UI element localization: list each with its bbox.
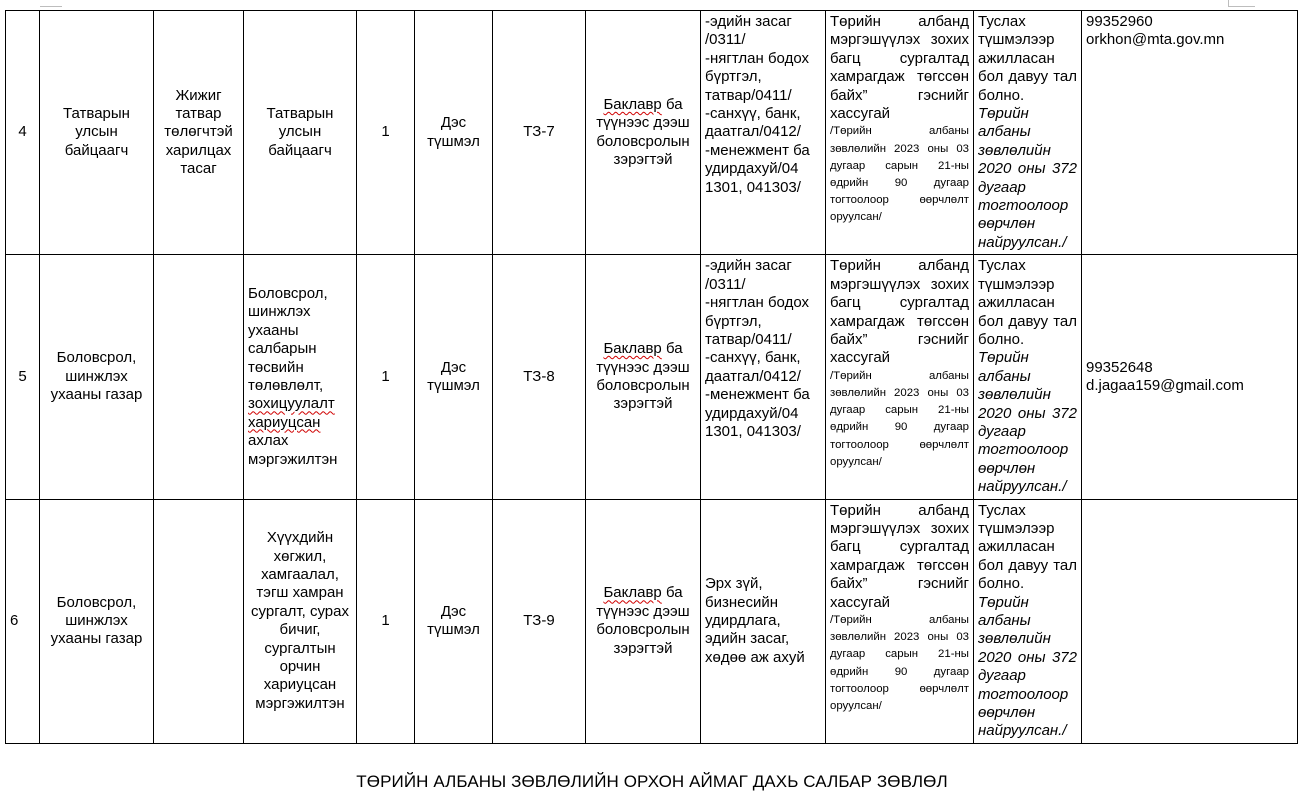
crop-mark-top-right [1228,0,1255,7]
council-title: ТӨРИЙН АЛБАНЫ ЗӨВЛӨЛИЙН ОРХОН АЙМАГ ДАХЬ САЛБАР ЗӨВЛӨЛ [356,772,948,791]
profession-line: -эдийн засаг /0311/ [705,13,792,49]
rank-cell: Дэс түшмэл [415,11,493,255]
contact-cell [1082,499,1298,743]
vacancy-table [5,10,1298,744]
experience-cell [974,11,1082,255]
training-note: /Төрийн албаны зөвлөлийн 2023 оны 03 дугаар сарын 21-ны өдрийн 90 дугаар тогтоолоор өөрчлөлт оруулсан/ [830,369,969,468]
organization-cell: Боловсрол, шинжлэх ухааны газар [40,499,154,743]
code-cell: ТЗ-7 [493,11,586,255]
experience-note: Төрийн албаны зөвлөлийн 2020 оны 372 дугаар тогтоолоор өөрчлөн найруулсан./ [978,349,1077,496]
position-cell: Хүүхдийн хөгжил, хамгаалал, тэгш хамран сургалт, сурах бичиг, сургалтын орчин хариуцсан мэргэжилтэн [244,499,357,743]
training-note: /Төрийн албаны зөвлөлийн 2023 оны 03 дугаар сарын 21-ны өдрийн 90 дугаар тогтоолоор өөрчлөлт оруулсан/ [830,614,969,713]
count-cell: 1 [357,499,415,743]
code-cell: ТЗ-9 [493,499,586,743]
experience-note: Төрийн албаны зөвлөлийн 2020 оны 372 дугаар тогтоолоор өөрчлөн найруулсан./ [978,105,1077,251]
education-cell [586,255,701,499]
contact-email: d.jagaa159@gmail.com [1086,376,1244,394]
profession-line: -санхүү, банк, даатгал/0412/ [705,105,801,141]
education-rest: ба түүнээс дээш боловсролын зэрэгтэй [596,584,690,657]
code-cell: ТЗ-8 [493,255,586,499]
row-number: 6 [6,499,40,743]
education-keyword: Баклавр [603,95,662,113]
education-rest: ба түүнээс дээш боловсролын зэрэгтэй [596,340,690,413]
organization-cell: Боловсрол, шинжлэх ухааны газар [40,255,154,499]
education-rest: ба түүнээс дээш боловсролын зэрэгтэй [596,95,690,169]
profession-line: -менежмент ба удирдахуй/04 1301, 041303/ [705,386,810,440]
profession-line: -нягтлан бодох бүртгэл, татвар/0411/ [705,49,809,104]
training-cell [826,255,974,499]
position-cell [244,255,357,499]
rank-cell: Дэс түшмэл [415,255,493,499]
training-text: Төрийн албанд мэргэшүүлэх зохих багц сургалтад хамрагдаж төгссөн байх” гэснийг хассугай [830,13,969,123]
count-cell: 1 [357,11,415,255]
row-number: 5 [6,255,40,499]
training-text: Төрийн албанд мэргэшүүлэх зохих багц сургалтад хамрагдаж төгссөн байх” гэснийг хассугай [830,257,969,367]
count-cell: 1 [357,255,415,499]
contact-phone: 99352648 [1086,358,1153,376]
profession-line: -эдийн засаг /0311/ [705,257,792,293]
education-keyword: Баклавр [603,340,662,358]
training-cell [826,11,974,255]
experience-cell [974,499,1082,743]
profession-cell [701,255,826,499]
training-cell [826,499,974,743]
profession-line: -санхүү, банк, даатгал/0412/ [705,349,801,385]
organization-cell: Татварын улсын байцаагч [40,11,154,255]
position-highlight: зохицуулалт хариуцсан [248,395,335,431]
contact-cell [1082,255,1298,499]
crop-mark-top-left [40,0,62,7]
profession-cell: Эрх зүй, бизнесийн удирдлага, эдийн засаг, хөдөө аж ахуй [701,499,826,743]
education-cell [586,11,701,255]
experience-text: Туслах түшмэлээр ажилласан бол давуу тал болно. [978,257,1077,348]
position-text: Боловсрол, шинжлэх ухааны салбарын төсвийн төлөвлөлт, [248,284,328,394]
experience-text: Туслах түшмэлээр ажилласан бол давуу тал болно. [978,501,1077,593]
training-text: Төрийн албанд мэргэшүүлэх зохих багц сургалтад хамрагдаж төгссөн байх” гэснийг хассугай [830,501,969,611]
education-keyword: Баклавр [603,584,662,602]
contact-email: orkhon@mta.gov.mn [1086,31,1225,49]
row-number: 4 [6,11,40,255]
rank-cell: Дэс түшмэл [415,499,493,743]
training-note: /Төрийн албаны зөвлөлийн 2023 оны 03 дугаар сарын 21-ны өдрийн 90 дугаар тогтоолоор өөрчлөлт оруулсан/ [830,125,969,224]
experience-cell [974,255,1082,499]
contact-cell [1082,11,1298,255]
experience-note: Төрийн албаны зөвлөлийн 2020 оны 372 дугаар тогтоолоор өөрчлөн найруулсан./ [978,593,1077,740]
profession-cell [701,11,826,255]
unit-cell [154,499,244,743]
contact-phone: 99352960 [1086,13,1153,30]
position-text-end: ахлах мэргэжилтэн [248,432,338,468]
table-row [6,255,1298,499]
unit-cell: Жижиг татвар төлөгчтэй харилцах тасаг [154,11,244,255]
position-cell: Татварын улсын байцаагч [244,11,357,255]
experience-text: Туслах түшмэлээр ажилласан бол давуу тал болно. [978,13,1077,104]
profession-line: -нягтлан бодох бүртгэл, татвар/0411/ [705,294,809,348]
table-row [6,499,1298,743]
education-cell [586,499,701,743]
profession-line: -менежмент ба удирдахуй/04 1301, 041303/ [705,141,810,196]
unit-cell [154,255,244,499]
table-row [6,11,1298,255]
